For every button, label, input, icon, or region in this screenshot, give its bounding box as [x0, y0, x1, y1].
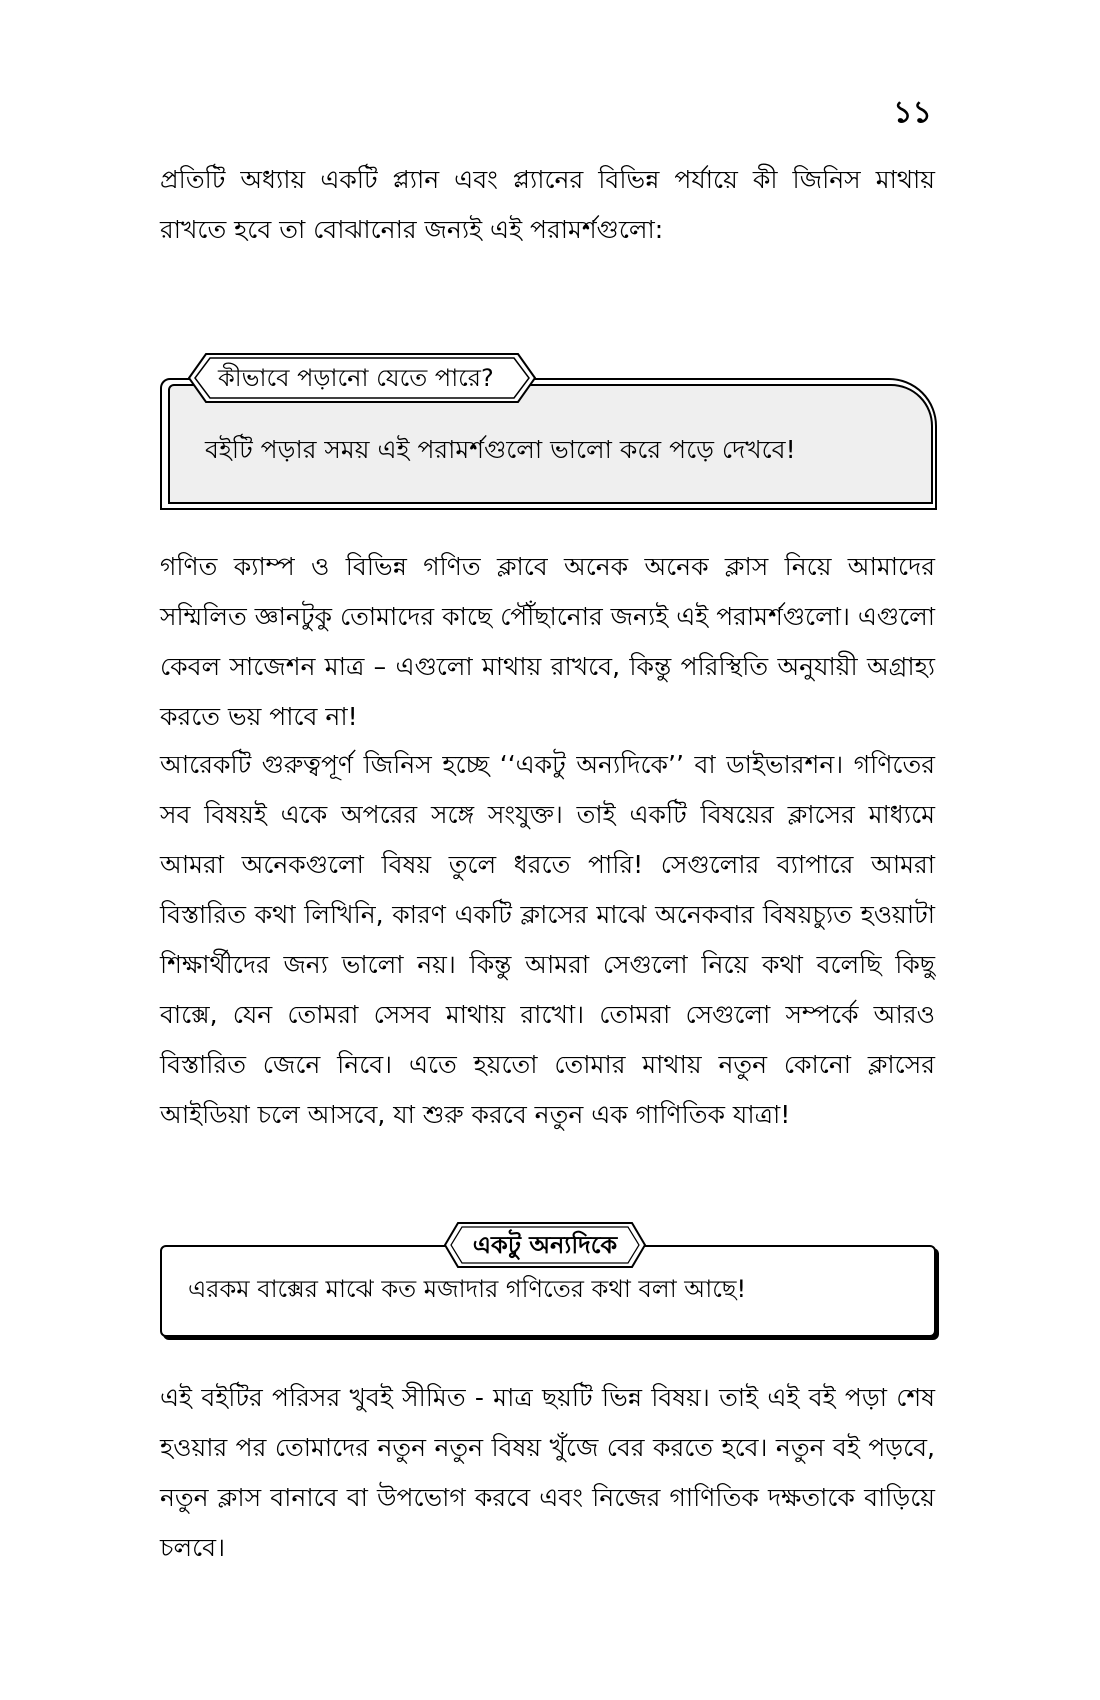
teaching-box-text: বইটি পড়ার সময় এই পরামর্শগুলো ভালো করে পড়ে দেখবে!: [205, 435, 796, 464]
diversion-box-text: এরকম বাক্সের মাঝে কত মজাদার গণিতের কথা বলা আছে!: [188, 1275, 747, 1303]
diversion-box-tab: [444, 1222, 646, 1268]
paragraph-diversion: আরেকটি গুরুত্বপূর্ণ জিনিস হচ্ছে ‘‘একটু অন্যদিকে’’ বা ডাইভারশন। গণিতের সব বিষয়ই একে অপরের সঙ্গে সংযুক্ত। তাই একটি বিষয়ের ক্লাসের মাধ্যমে আমরা অনেকগুলো বিষয় তুলে ধরতে পারি! সেগুলোর ব্যাপারে আমরা বিস্তারিত কথা লিখিনি, কারণ একটি ক্লাসের মাঝে অনেকবার বিষয়চ্যুত হওয়াটা শিক্ষার্থীদের জন্য ভালো নয়। কিন্তু আমরা সেগুলো নিয়ে কথা বলেছি কিছু বাক্সে, যেন তোমরা সেসব মাথায় রাখো। তোমরা সেগুলো সম্পর্কে আরও বিস্তারিত জেনে নিবে। এতে হয়তো তোমার মাথায় নতুন কোনো ক্লাসের আইডিয়া চলে আসবে, যা শুরু করবে নতুন এক গাণিতিক যাত্রা!: [160, 750, 935, 1129]
teaching-box-title: কীভাবে পড়ানো যেতে পারে?: [218, 364, 494, 392]
intro-paragraph: প্রতিটি অধ্যায় একটি প্ল্যান এবং প্ল্যানের বিভিন্ন পর্যায়ে কী জিনিস মাথায় রাখতে হবে তা বোঝানোর জন্যই এই পরামর্শগুলো:: [160, 165, 935, 244]
paragraph-scope: এই বইটির পরিসর খুবই সীমিত - মাত্র ছয়টি ভিন্ন বিষয়। তাই এই বই পড়া শেষ হওয়ার পর তোমাদের নতুন নতুন বিষয় খুঁজে বের করতে হবে। নতুন বই পড়বে, নতুন ক্লাস বানাবে বা উপভোগ করবে এবং নিজের গাণিতিক দক্ষতাকে বাড়িয়ে চলবে।: [160, 1383, 935, 1562]
page-number: ১১: [893, 95, 932, 130]
diversion-box-title: একটু অন্যদিকে: [472, 1231, 618, 1259]
paragraph-suggestions: গণিত ক্যাম্প ও বিভিন্ন গণিত ক্লাবে অনেক অনেক ক্লাস নিয়ে আমাদের সম্মিলিত জ্ঞানটুকু তোমাদের কাছে পৌঁছানোর জন্যই এই পরামর্শগুলো। এগুলো কেবল সাজেশন মাত্র – এগুলো মাথায় রাখবে, কিন্তু পরিস্থিতি অনুযায়ী অগ্রাহ্য করতে ভয় পাবে না!: [160, 552, 935, 731]
teaching-box-tab: [188, 353, 536, 403]
